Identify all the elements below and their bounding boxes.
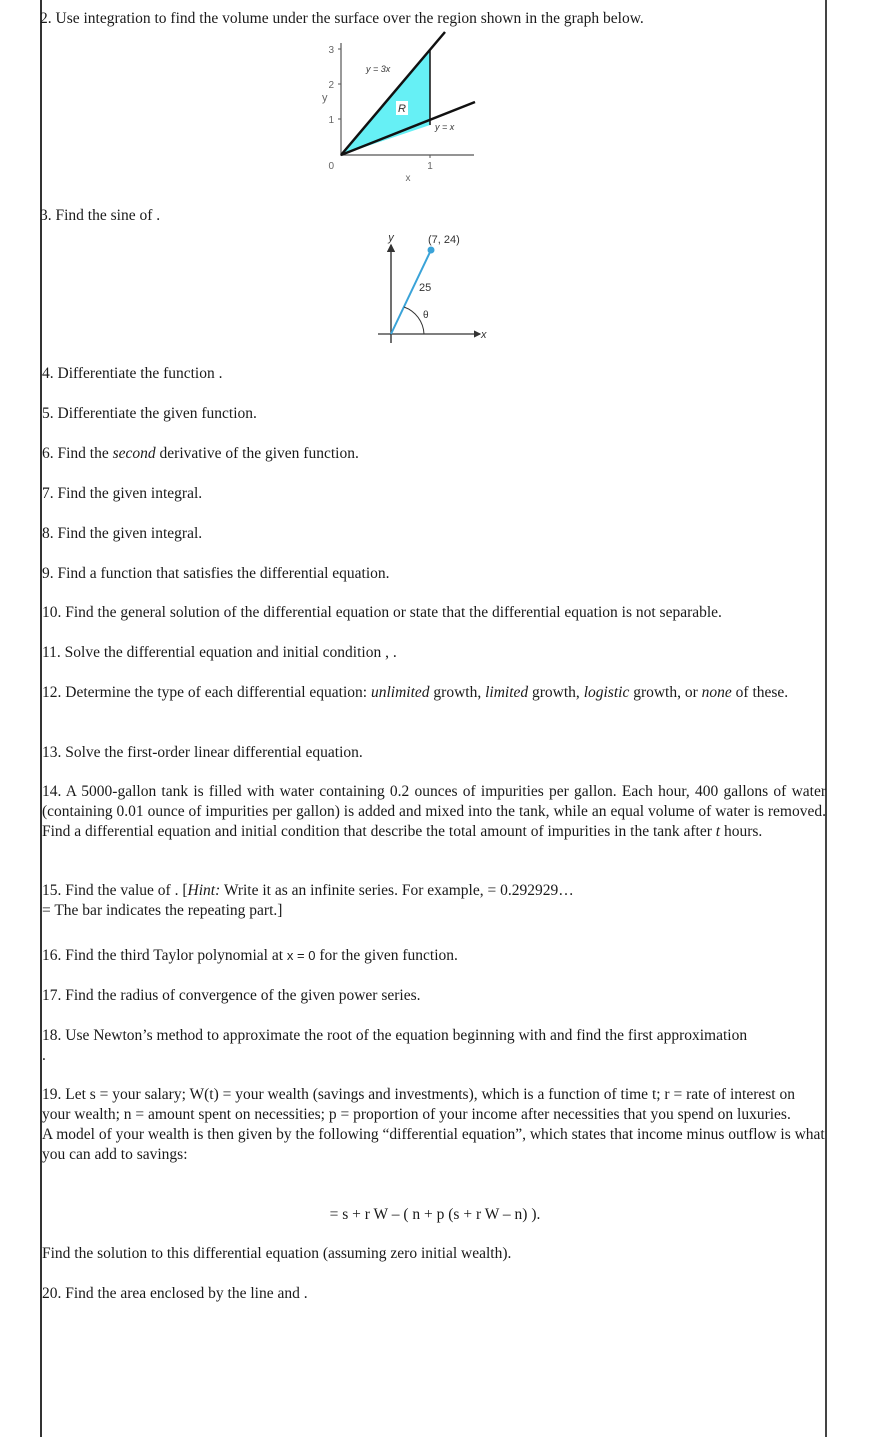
svg-text:x: x <box>405 173 411 184</box>
angle-arc <box>404 307 424 334</box>
svg-text:R: R <box>398 103 406 115</box>
question-3: 3. Find the sine of . <box>40 207 161 224</box>
svg-text:1: 1 <box>427 161 433 172</box>
question-6: 6. Find the second derivative of the given function. <box>42 445 359 462</box>
svg-text:y = x: y = x <box>435 122 455 132</box>
question-2: 2. Use integration to find the volume under the surface over the region shown in the graph below. <box>40 10 644 27</box>
question-7: 7. Find the given integral. <box>42 485 203 502</box>
question-16: 16. Find the third Taylor polynomial at x = 0 for the given function. <box>42 947 458 964</box>
svg-text:1: 1 <box>328 115 334 126</box>
svg-text:2: 2 <box>328 80 334 91</box>
question-19: 19. Let s = your salary; W(t) = your wealth (savings and investments), which is a function of time t; r = rate of interest on your wealth; n = amount spent on necessities; p = proportion of your income after necessities that you spend on luxuries. A model of your wealth is then given by the following “differential equation”, which states that income minus outflow is what you can add to savings: <box>42 1086 825 1163</box>
question-9: 9. Find a function that satisfies the differential equation. <box>42 565 390 582</box>
point-7-24 <box>428 247 435 254</box>
svg-text:0: 0 <box>328 161 334 172</box>
question-17: 17. Find the radius of convergence of the given power series. <box>42 987 421 1004</box>
question-11: 11. Solve the differential equation and initial condition , . <box>42 644 397 661</box>
question-4: 4. Differentiate the function . <box>42 365 223 382</box>
svg-text:3: 3 <box>328 45 334 56</box>
question-12: 12. Determine the type of each differential equation: unlimited growth, limited growth, logistic growth, or none of these. <box>42 684 789 701</box>
question-5: 5. Differentiate the given function. <box>42 405 257 422</box>
question-13: 13. Solve the first-order linear differential equation. <box>42 744 363 761</box>
question-19-equation: = s + r W – ( n + p (s + r W – n) ). <box>329 1206 541 1223</box>
svg-text:y = 3x: y = 3x <box>366 64 391 74</box>
region-graph <box>300 35 500 185</box>
svg-text:θ: θ <box>423 310 429 321</box>
svg-text:25: 25 <box>419 282 432 294</box>
svg-text:y: y <box>388 232 394 244</box>
svg-text:(7, 24): (7, 24) <box>428 234 460 246</box>
question-19-instruction: Find the solution to this differential equation (assuming zero initial wealth). <box>42 1245 512 1262</box>
svg-text:x: x <box>481 329 487 341</box>
question-14: 14. A 5000-gallon tank is filled with water containing 0.2 ounces of impurities per gallon. Each hour, 400 gallons of water (containing 0.01 ounce of impurities per gallon) is added and mixed into the tank, while an equal volume of water is removed. Find a differential equation and initial condition that describe the total amount of impurities in the tank after t hours. <box>42 783 826 840</box>
svg-text:y: y <box>322 92 328 104</box>
question-8: 8. Find the given integral. <box>42 525 203 542</box>
question-20: 20. Find the area enclosed by the line and . <box>42 1285 308 1302</box>
math-x-equals-0: x = 0 <box>286 948 316 963</box>
angle-graph <box>360 225 500 350</box>
question-15: 15. Find the value of . [Hint: Write it as an infinite series. For example, = 0.292929… = The bar indicates the repeating part.] <box>42 882 574 919</box>
question-10: 10. Find the general solution of the differential equation or state that the differential equation is not separable. <box>42 604 722 621</box>
question-18: 18. Use Newton’s method to approximate the root of the equation beginning with and find the first approximation . <box>42 1027 748 1064</box>
